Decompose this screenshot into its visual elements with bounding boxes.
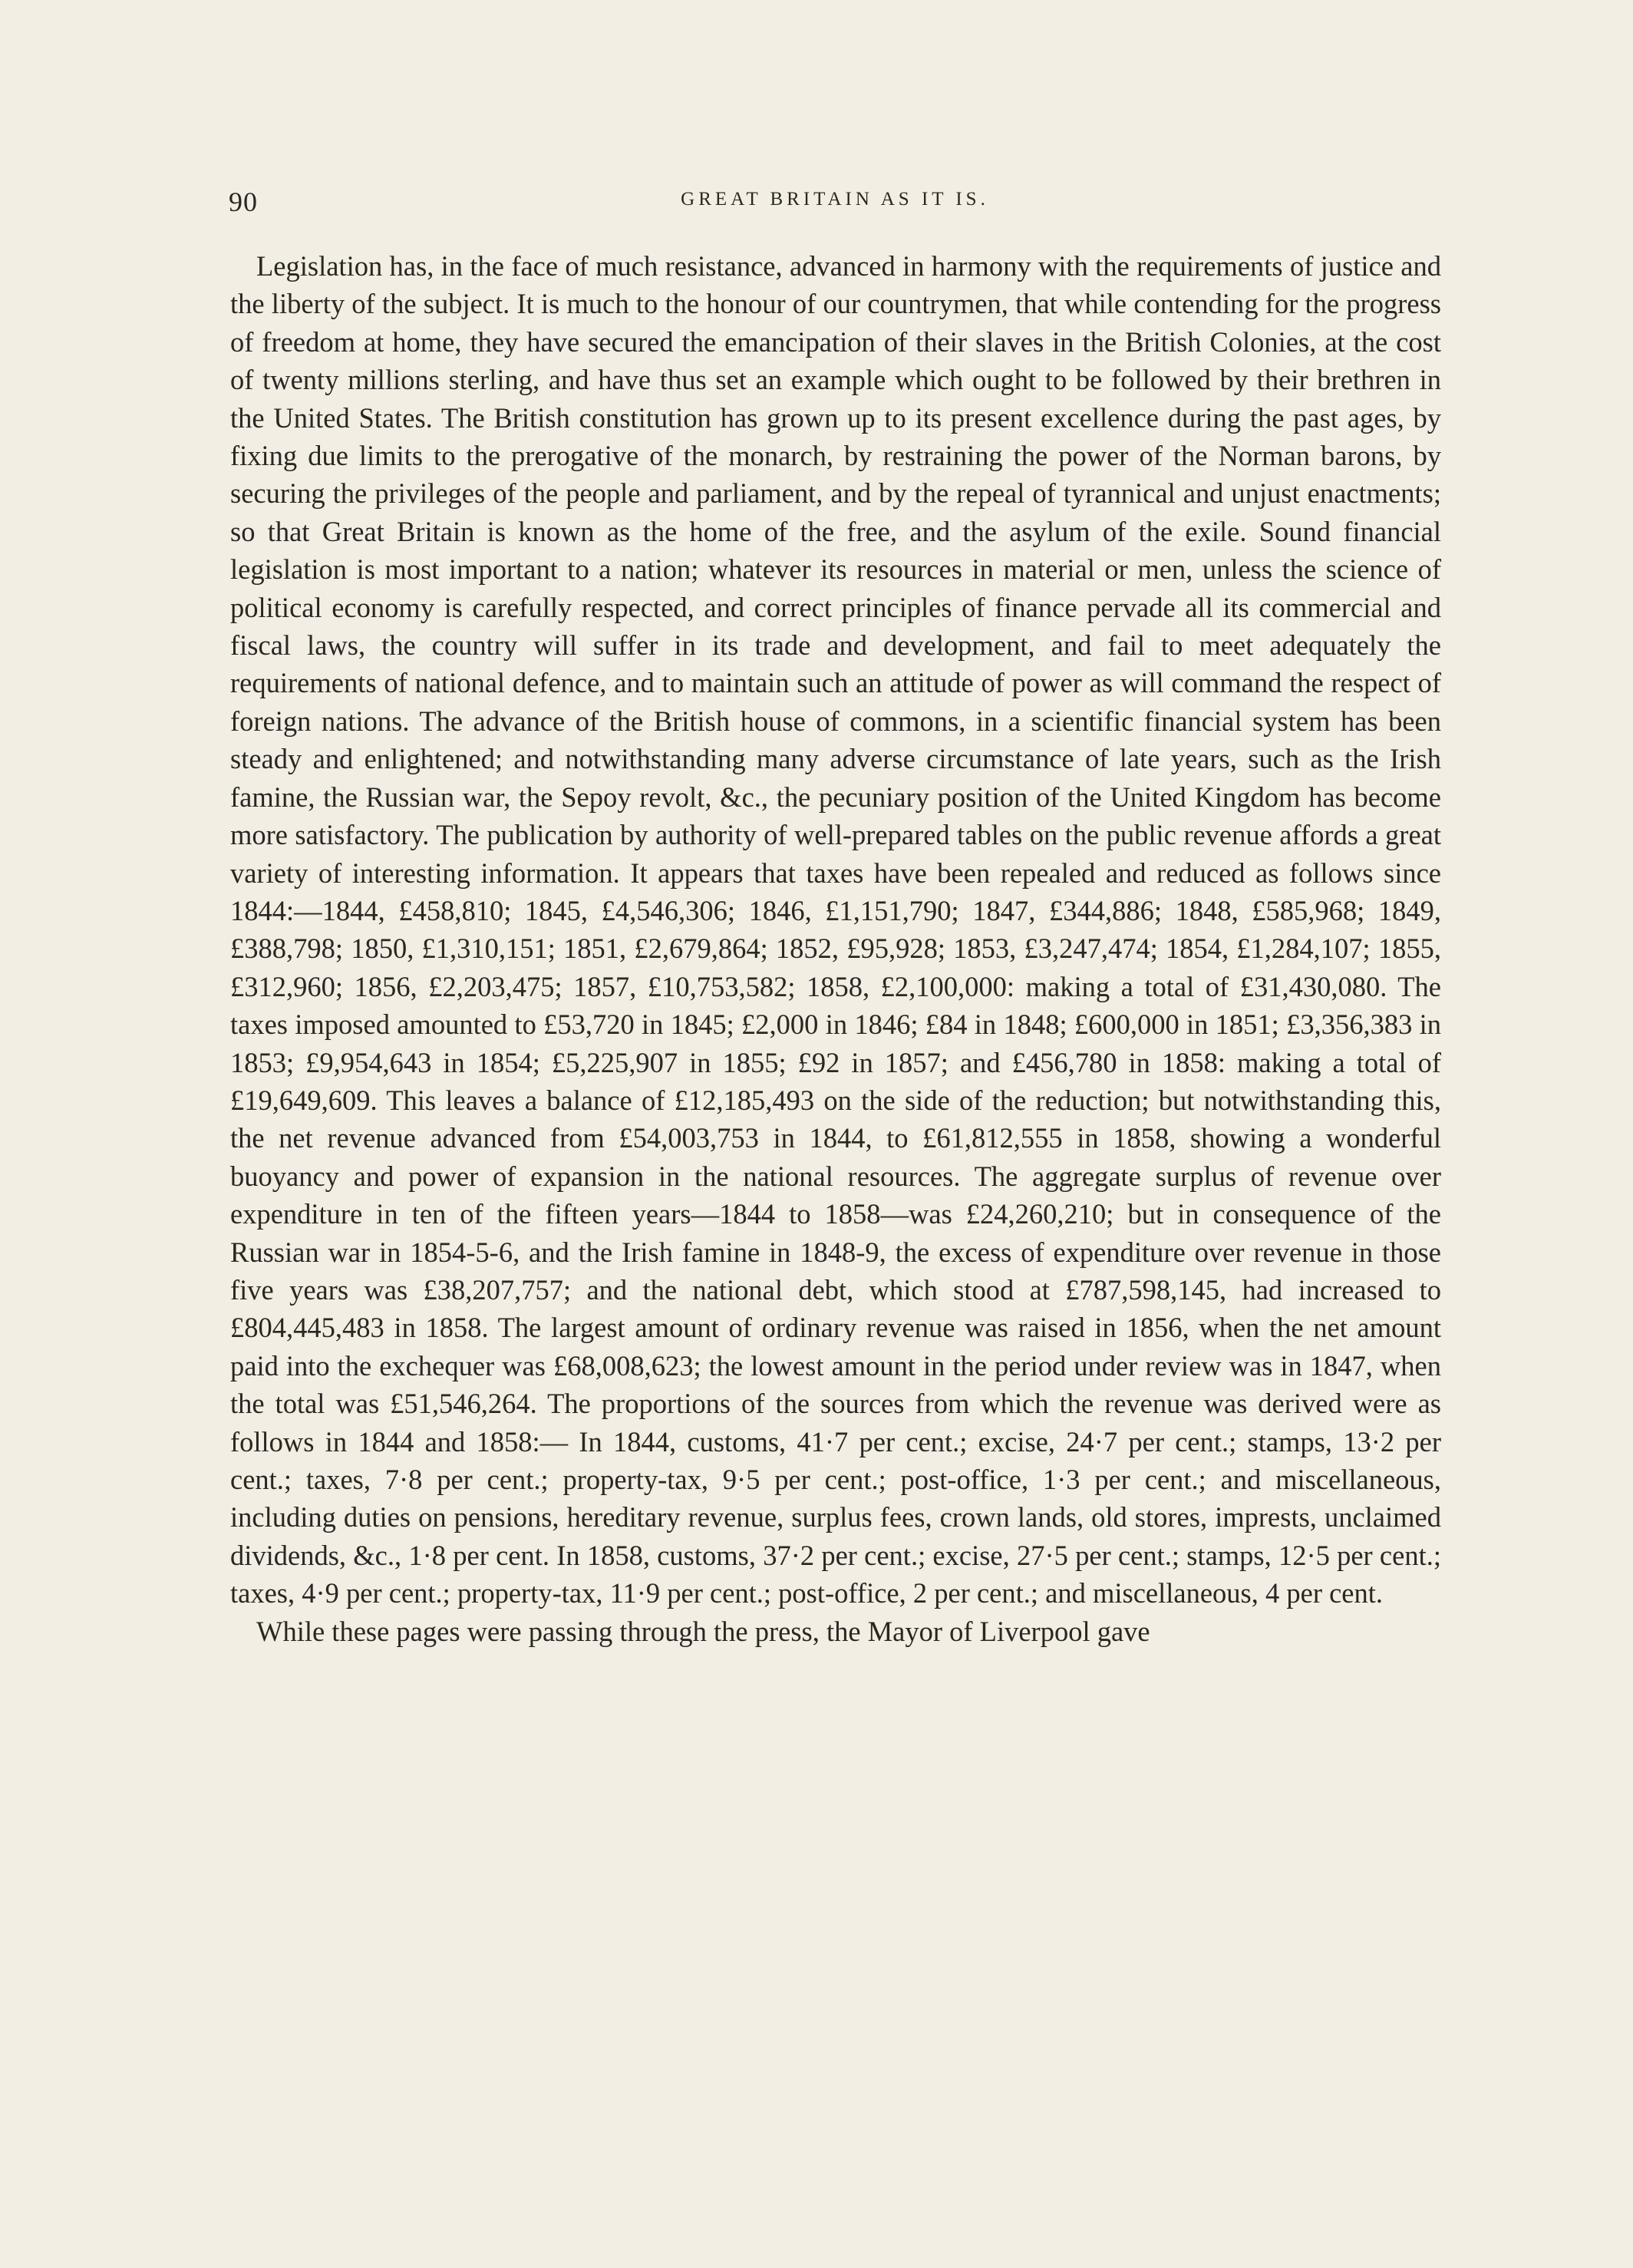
running-title: GREAT BRITAIN AS IT IS.	[681, 189, 989, 210]
paragraph-legislation: Legislation has, in the face of much resistance, advanced in harmony with the requirements of justice and the liberty of the subject. It is much to the honour of our countrymen, that while contending for the progress of freedom at home, they have secured the emancipation of their slaves in the British Colonies, at the cost of twenty millions sterling, and have thus set an example which ought to be followed by their brethren in the United States. The British constitution has grown up to its present excellence during the past ages, by fixing due limits to the prerogative of the monarch, by restraining the power of the Norman barons, by securing the privileges of the people and parliament, and by the repeal of tyrannical and unjust enactments; so that Great Britain is known as the home of the free, and the asylum of the exile. Sound financial legislation is most important to a nation; whatever its resources in material or men, unless the science of political economy is carefully respected, and correct principles of finance pervade all its commercial and fiscal laws, the country will suffer in its trade and development, and fail to meet adequately the requirements of national defence, and to maintain such an attitude of power as will command the respect of foreign nations. The advance of the British house of commons, in a scientific financial system has been steady and enlightened; and notwithstanding many adverse circumstance of late years, such as the Irish famine, the Russian war, the Sepoy revolt, &c., the pecuniary position of the United Kingdom has become more satisfactory. The publication by authority of well-prepared tables on the public revenue affords a great variety of interesting information. It appears that taxes have been repealed and reduced as follows since 1844:—1844, £458,810; 1845, £4,546,306; 1846, £1,151,790; 1847, £344,886; 1848, £585,968; 1849, £388,798; 1850, £1,310,151; 1851, £2,679,864; 1852, £95,928; 1853, £3,247,474; 1854, £1,284,107; 1855, £312,960; 1856, £2,203,475; 1857, £10,753,582; 1858, £2,100,000: making a total of £31,430,080. The taxes imposed amounted to £53,720 in 1845; £2,000 in 1846; £84 in 1848; £600,000 in 1851; £3,356,383 in 1853; £9,954,643 in 1854; £5,225,907 in 1855; £92 in 1857; and £456,780 in 1858: making a total of £19,649,609. This leaves a balance of £12,185,493 on the side of the reduction; but notwithstanding this, the net revenue advanced from £54,003,753 in 1844, to £61,812,555 in 1858, showing a wonderful buoyancy and power of expansion in the national resources. The aggregate surplus of revenue over expenditure in ten of the fifteen years—1844 to 1858—was £24,260,210; but in consequence of the Russian war in 1854-5-6, and the Irish famine in 1848-9, the excess of expenditure over revenue in those five years was £38,207,757; and the national debt, which stood at £787,598,145, had increased to £804,445,483 in 1858. The largest amount of ordinary revenue was raised in 1856, when the net amount paid into the exchequer was £68,008,623; the lowest amount in the period under review was in 1847, when the total was £51,546,264. The proportions of the sources from which the revenue was derived were as follows in 1844 and 1858:— In 1844, customs, 41·7 per cent.; excise, 24·7 per cent.; stamps, 13·2 per cent.; taxes, 7·8 per cent.; property-tax, 9·5 per cent.; post-office, 1·3 per cent.; and miscellaneous, including duties on pensions, hereditary revenue, surplus fees, crown lands, old stores, imprests, unclaimed dividends, &c., 1·8 per cent. In 1858, customs, 37·2 per cent.; excise, 27·5 per cent.; stamps, 12·5 per cent.; taxes, 4·9 per cent.; property-tax, 11·9 per cent.; post-office, 2 per cent.; and miscellaneous, 4 per cent.	[230, 250, 1441, 1609]
running-head	[229, 186, 1441, 224]
paragraph-mayor-of-liverpool: While these pages were passing through the press, the Mayor of Liverpool gave	[256, 1615, 1150, 1647]
body-text	[230, 247, 1441, 1650]
page-number: 90	[229, 187, 258, 217]
